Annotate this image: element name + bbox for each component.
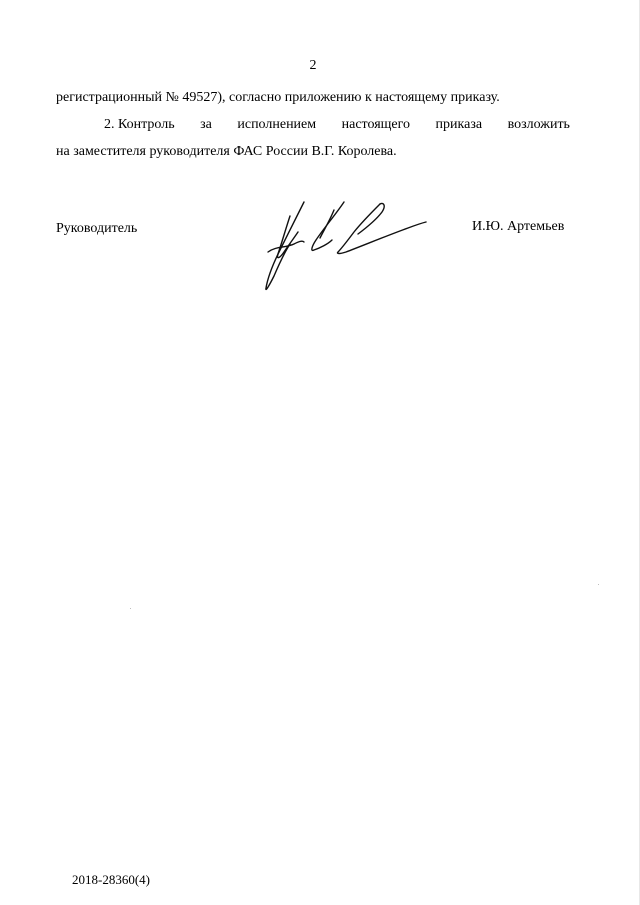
- paragraph-2-word: 2. Контроль: [104, 117, 175, 132]
- paragraph-2-first-line: [104, 117, 570, 133]
- signatory-title: Руководитель: [56, 221, 138, 236]
- signatory-name: И.Ю. Артемьев: [472, 219, 565, 234]
- page-number: 2: [309, 58, 317, 73]
- document-code: 2018-28360(4): [72, 872, 150, 887]
- paragraph-2-word: исполнением: [237, 117, 317, 132]
- handwritten-signature: [258, 198, 428, 294]
- paragraph-2-continuation: на заместителя руководителя ФАС России В.Г. Королева.: [56, 144, 397, 159]
- paragraph-2-word: приказа: [435, 117, 483, 132]
- scan-speck: [598, 584, 599, 585]
- scan-speck: [130, 608, 131, 609]
- paragraph-2-word: настоящего: [341, 117, 411, 132]
- paragraph-1-tail: регистрационный № 49527), согласно приложению к настоящему приказу.: [56, 90, 500, 105]
- paragraph-2-word: возложить: [507, 117, 570, 132]
- paragraph-2-word: за: [200, 117, 212, 132]
